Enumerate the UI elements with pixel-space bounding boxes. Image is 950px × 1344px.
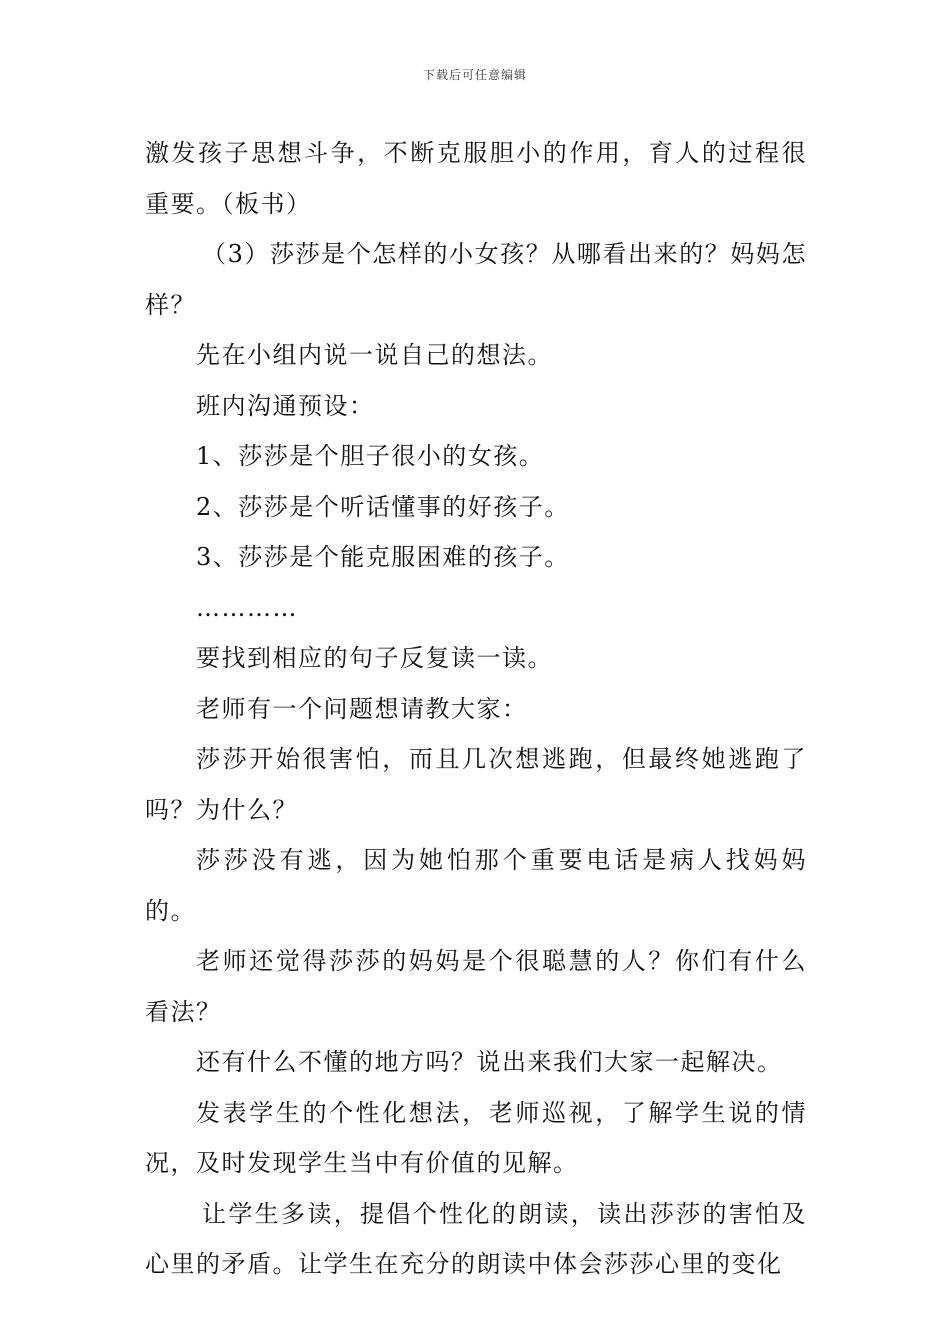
paragraph: 要找到相应的句子反复读一读。 [196, 644, 553, 672]
paragraph: 先在小组内说一说自己的想法。 [196, 341, 553, 369]
ellipsis-line: ………… [196, 593, 298, 622]
document-body [145, 128, 807, 1290]
page-header: 下载后可任意编辑 [422, 68, 527, 82]
paragraph: 还有什么不懂的地方吗？说出来我们大家一起解决。 [196, 1048, 783, 1076]
list-item: 2、莎莎是个听话懂事的好孩子。 [196, 492, 570, 521]
paragraph: 老师有一个问题想请教大家： [196, 694, 528, 723]
list-item: 1、莎莎是个胆子很小的女孩。 [196, 442, 545, 470]
paragraph: 班内沟通预设： [196, 391, 375, 420]
list-item: 3、莎莎是个能克服困难的孩子。 [196, 543, 570, 571]
paragraph: 让学生多读，提倡个性化的朗读，读出莎莎的害怕及心里的矛盾。让学生在充分的朗读中体会莎莎心里的变化 [145, 1199, 807, 1278]
paragraph: 发表学生的个性化想法，老师巡视，了解学生说的情况，及时发现学生当中有价值的见解。 [145, 1098, 807, 1177]
paragraph: 莎莎开始很害怕，而且几次想逃跑，但最终她逃跑了吗？为什么？ [145, 745, 807, 824]
paragraph: 莎莎没有逃，因为她怕那个重要电话是病人找妈妈的。 [145, 846, 807, 925]
paragraph: 激发孩子思想斗争，不断克服胆小的作用，育人的过程很重要。（板书） [145, 139, 807, 218]
paragraph: 老师还觉得莎莎的妈妈是个很聪慧的人？你们有什么看法？ [145, 947, 807, 1026]
paragraph: （3）莎莎是个怎样的小女孩？从哪看出来的？妈妈怎样？ [145, 240, 807, 319]
